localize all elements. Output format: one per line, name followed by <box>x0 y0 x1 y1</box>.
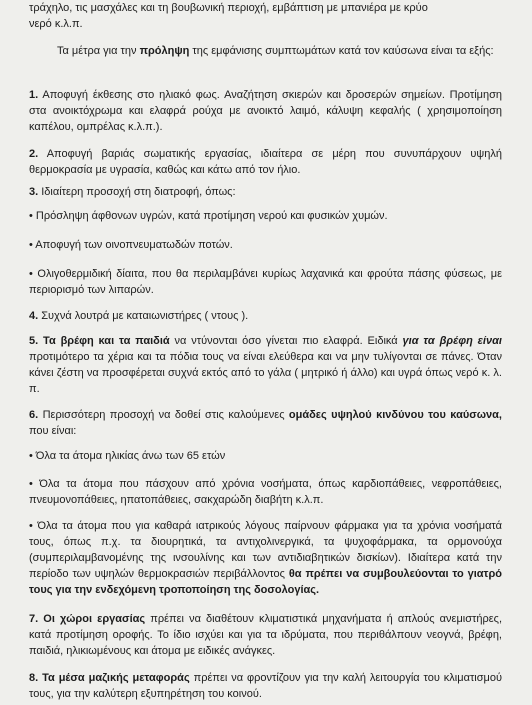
item-heading: 7. Οι χώροι εργασίας <box>29 613 146 625</box>
risk-group-3: • Όλα τα άτομα που για καθαρά ιατρικούς λόγους παίρνουν φάρμακα για τα χρόνια νοσήματά τους, όπως π.χ. τα διουρητικά, τα αντιχολινεργικά, τα ψυχοφάρμακα, τα ορμονούχα (συμπεριλαμβανομένης της ινσουλίνης και των αντιδιαβητικών δισκίων). Ιδιαίτερα κατά την περίοδο των υψηλών θερμοκρασιών περιβάλλοντος θα πρέπει να συμβουλεύονται το γιατρό τους για την ενδεχόμενη τροποποίηση της δοσολογίας. <box>29 520 502 596</box>
item-heading: 8. Τα μέσα μαζικής μεταφοράς <box>29 672 190 684</box>
emphasis-consult-doctor: θα πρέπει να συμβουλεύονται το γιατρό τους για την ενδεχόμενη τροποποίηση της δοσολογίας. <box>29 568 502 596</box>
risk-group-2: • Όλα τα άτομα που πάσχουν από χρόνια νοσήματα, όπως καρδιοπάθειες, νεφροπάθειες, πνευμονοπάθειες, ηπατοπάθειες, σακχαρώδη διαβήτη κ.λ.π. <box>29 478 502 506</box>
measure-7: 7. Οι χώροι εργασίας πρέπει να διαθέτουν κλιματιστικά μηχανήματα ή απλούς ανεμιστήρες, κατά προτίμηση οροφής. Το ίδιο ισχύει και για τα ιδρύματα, που περιθάλπουν νεογνά, βρέφη, παιδιά, ηλικιωμένους και άτομα με ειδικές ανάγκες. <box>29 613 503 657</box>
measure-1: 1. Αποφυγή έκθεσης στο ηλιακό φως. Αναζήτηση σκιερών και δροσερών σημείων. Προτίμηση στα ανοικτόχρωμα και ελαφρά ρούχα με ανοικτό λαιμό, κάλυψη κεφαλής ( χρησιμοποίηση καπέλου, ομπρέλας κ.λ.π.). <box>29 89 502 133</box>
emphasis-infants: για τα βρέφη είναι <box>402 335 502 347</box>
measure-6: 6. Περισσότερη προσοχή να δοθεί στις καλούμενες ομάδες υψηλού κινδύνου του καύσωνα, που είναι: <box>29 409 502 437</box>
diet-bullet-1: • Πρόσληψη άφθονων υγρών, κατά προτίμηση νερού και φυσικών χυμών. <box>29 210 388 222</box>
item-number: 4. <box>29 310 39 322</box>
measure-5: 5. Τα βρέφη και τα παιδιά να ντύνονται όσο γίνεται πιο ελαφρά. Ειδικά για τα βρέφη είναι προτιμότερο τα χέρια και τα πόδια τους να είναι ελεύθερα και να μην τυλίγονται σε πάνες. Όταν κάνει ζέστη να προσφέρεται συχνά εκτός από το γάλα ( μητρικό ή άλλο) και υγρά όπως νερό κ. λ. π. <box>29 335 502 395</box>
diet-bullet-3: • Ολιγοθερμιδική δίαιτα, που θα περιλαμβάνει κυρίως λαχανικά και φρούτα πάσης φύσεως, με περιορισμό των λιπαρών. <box>29 268 502 296</box>
measure-4: 4. Συχνά λουτρά με καταιωνιστήρες ( ντους ). <box>29 310 249 322</box>
text-line: νερό κ.λ.π. <box>29 18 83 30</box>
item-number: 1. <box>29 89 39 101</box>
prevention-intro: Τα μέτρα για την πρόληψη της εμφάνισης συμπτωμάτων κατά τον καύσωνα είναι τα εξής: <box>57 45 494 57</box>
keyword-prevention: πρόληψη <box>139 45 190 57</box>
item-number: 3. <box>29 186 39 198</box>
previous-paragraph-end <box>29 0 502 32</box>
measure-8: 8. Τα μέσα μαζικής μεταφοράς πρέπει να φροντίζουν για την καλή λειτουργία του κλιματισμού τους, για την καλύτερη εξυπηρέτηση του κοινού. <box>29 672 502 700</box>
risk-group-1: • Όλα τα άτομα ηλικίας άνω των 65 ετών <box>29 450 226 462</box>
item-number: 2. <box>29 148 39 160</box>
diet-bullet-2: • Αποφυγή των οινοπνευματωδών ποτών. <box>29 239 233 251</box>
text-line: τράχηλο, τις μασχάλες και τη βουβωνική περιοχή, εμβάπτιση με μπανιέρα με κρύο <box>29 2 428 14</box>
item-number: 6. <box>29 409 39 421</box>
measure-3: 3. Ιδιαίτερη προσοχή στη διατροφή, όπως: <box>29 186 236 198</box>
measure-2: 2. Αποφυγή βαριάς σωματικής εργασίας, ιδιαίτερα σε μέρη που συνυπάρχουν υψηλή θερμοκρασία με υγρασία, καθώς και κάτω από τον ήλιο. <box>29 148 502 176</box>
item-heading: 5. Τα βρέφη και τα παιδιά <box>29 335 170 347</box>
emphasis-high-risk-groups: ομάδες υψηλού κινδύνου του καύσωνα, <box>288 409 502 421</box>
